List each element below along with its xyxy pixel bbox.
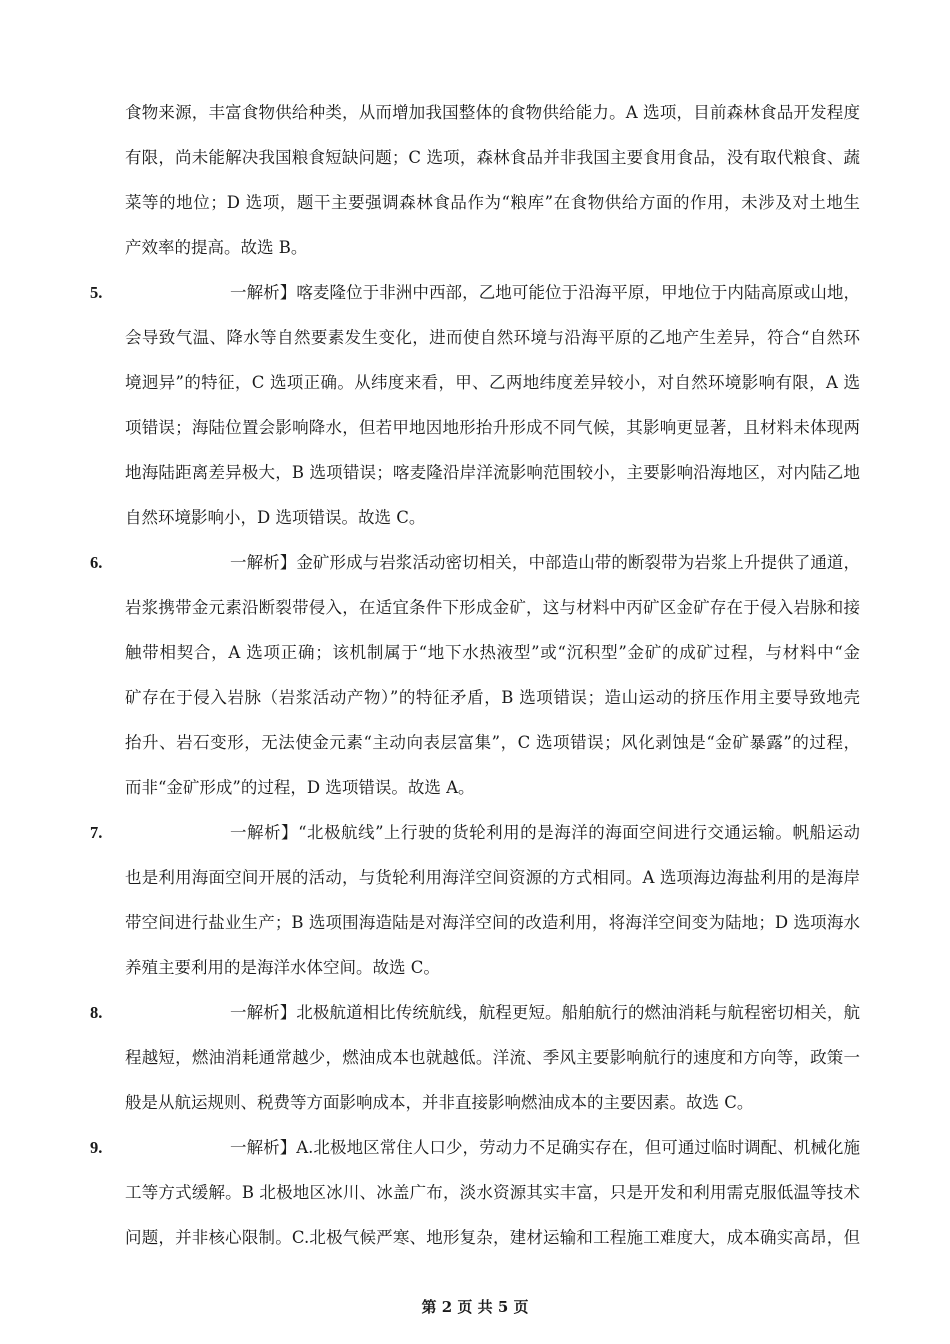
text-line: 触带相契合，A 选项正确；该机制属于“地下水热液型”或“沉积型”金矿的成矿过程，与材料中“金: [125, 643, 860, 662]
text-line: 项错误；海陆位置会影响降水，但若甲地因地形抬升形成不同气候，其影响更显著，且材料未体现两: [125, 418, 860, 437]
analysis-first-line: 一解析】北极航道相比传统航线，航程更短。船舶航行的燃油消耗与航程密切相关，航: [230, 1003, 860, 1022]
text-line: 带空间进行盐业生产；B 选项围海造陆是对海洋空间的改造利用，将海洋空间变为陆地；D 选项海水: [125, 913, 860, 932]
text-line: 地海陆距离差异极大，B 选项错误；喀麦隆沿岸洋流影响范围较小，主要影响沿海地区，对内陆乙地: [125, 463, 860, 482]
text-line: 岩浆携带金元素沿断裂带侵入，在适宜条件下形成金矿，这与材料中丙矿区金矿存在于侵入岩脉和接: [125, 598, 860, 617]
analysis-first-line: 一解析】A.北极地区常住人口少，劳动力不足确实存在，但可通过临时调配、机械化施: [230, 1138, 860, 1157]
question-number-6: 6.: [90, 553, 103, 572]
analysis-first-line: 一解析】喀麦隆位于非洲中西部，乙地可能位于沿海平原，甲地位于内陆高原或山地，: [230, 283, 860, 302]
text-line: 般是从航运规则、税费等方面影响成本，并非直接影响燃油成本的主要因素。故选 C。: [125, 1093, 754, 1112]
text-line: 问题，并非核心限制。C.北极气候严寒、地形复杂，建材运输和工程施工难度大，成本确实高昂，但: [125, 1228, 860, 1247]
text-line: 有限，尚未能解决我国粮食短缺问题；C 选项，森林食品并非我国主要食用食品，没有取代粮食、蔬: [125, 148, 860, 167]
question-number-8: 8.: [90, 1003, 103, 1022]
analysis-first-line: 一解析】“北极航线”上行驶的货轮利用的是海洋的海面空间进行交通运输。帆船运动: [230, 823, 860, 842]
text-line: 矿存在于侵入岩脉（岩浆活动产物）”的特征矛盾，B 选项错误；造山运动的挤压作用主要导致地壳: [125, 688, 860, 707]
text-line: 程越短，燃油消耗通常越少，燃油成本也就越低。洋流、季风主要影响航行的速度和方向等，政策一: [125, 1048, 860, 1067]
page-footer: 第 2 页 共 5 页: [421, 1298, 529, 1316]
question-number-7: 7.: [90, 823, 103, 842]
text-line: 也是利用海面空间开展的活动，与货轮利用海洋空间资源的方式相同。A 选项海边海盐利用的是海岸: [125, 868, 860, 887]
question-number-9: 9.: [90, 1138, 103, 1157]
text-line: 食物来源，丰富食物供给种类，从而增加我国整体的食物供给能力。A 选项，目前森林食品开发程度: [125, 103, 860, 122]
text-line: 菜等的地位；D 选项，题干主要强调森林食品作为“粮库”在食物供给方面的作用，未涉及对土地生: [125, 193, 860, 212]
question-number-5: 5.: [90, 283, 103, 302]
text-line: 会导致气温、降水等自然要素发生变化，进而使自然环境与沿海平原的乙地产生差异，符合“自然环: [125, 328, 860, 347]
text-line: 养殖主要利用的是海洋水体空间。故选 C。: [125, 958, 440, 977]
text-line: 自然环境影响小，D 选项错误。故选 C。: [125, 508, 426, 527]
text-line: 产效率的提高。故选 B。: [125, 238, 308, 257]
text-line: 工等方式缓解。B 北极地区冰川、冰盖广布，淡水资源其实丰富，只是开发和利用需克服低温等技术: [125, 1183, 860, 1202]
text-line: 而非“金矿形成”的过程，D 选项错误。故选 A。: [125, 778, 475, 797]
analysis-first-line: 一解析】金矿形成与岩浆活动密切相关，中部造山带的断裂带为岩浆上升提供了通道，: [230, 553, 860, 572]
text-line: 境迥异”的特征，C 选项正确。从纬度来看，甲、乙两地纬度差异较小，对自然环境影响有限，A 选: [125, 373, 860, 392]
text-line: 抬升、岩石变形，无法使金元素“主动向表层富集”，C 选项错误；风化剥蚀是“金矿暴露”的过程，: [125, 733, 860, 752]
